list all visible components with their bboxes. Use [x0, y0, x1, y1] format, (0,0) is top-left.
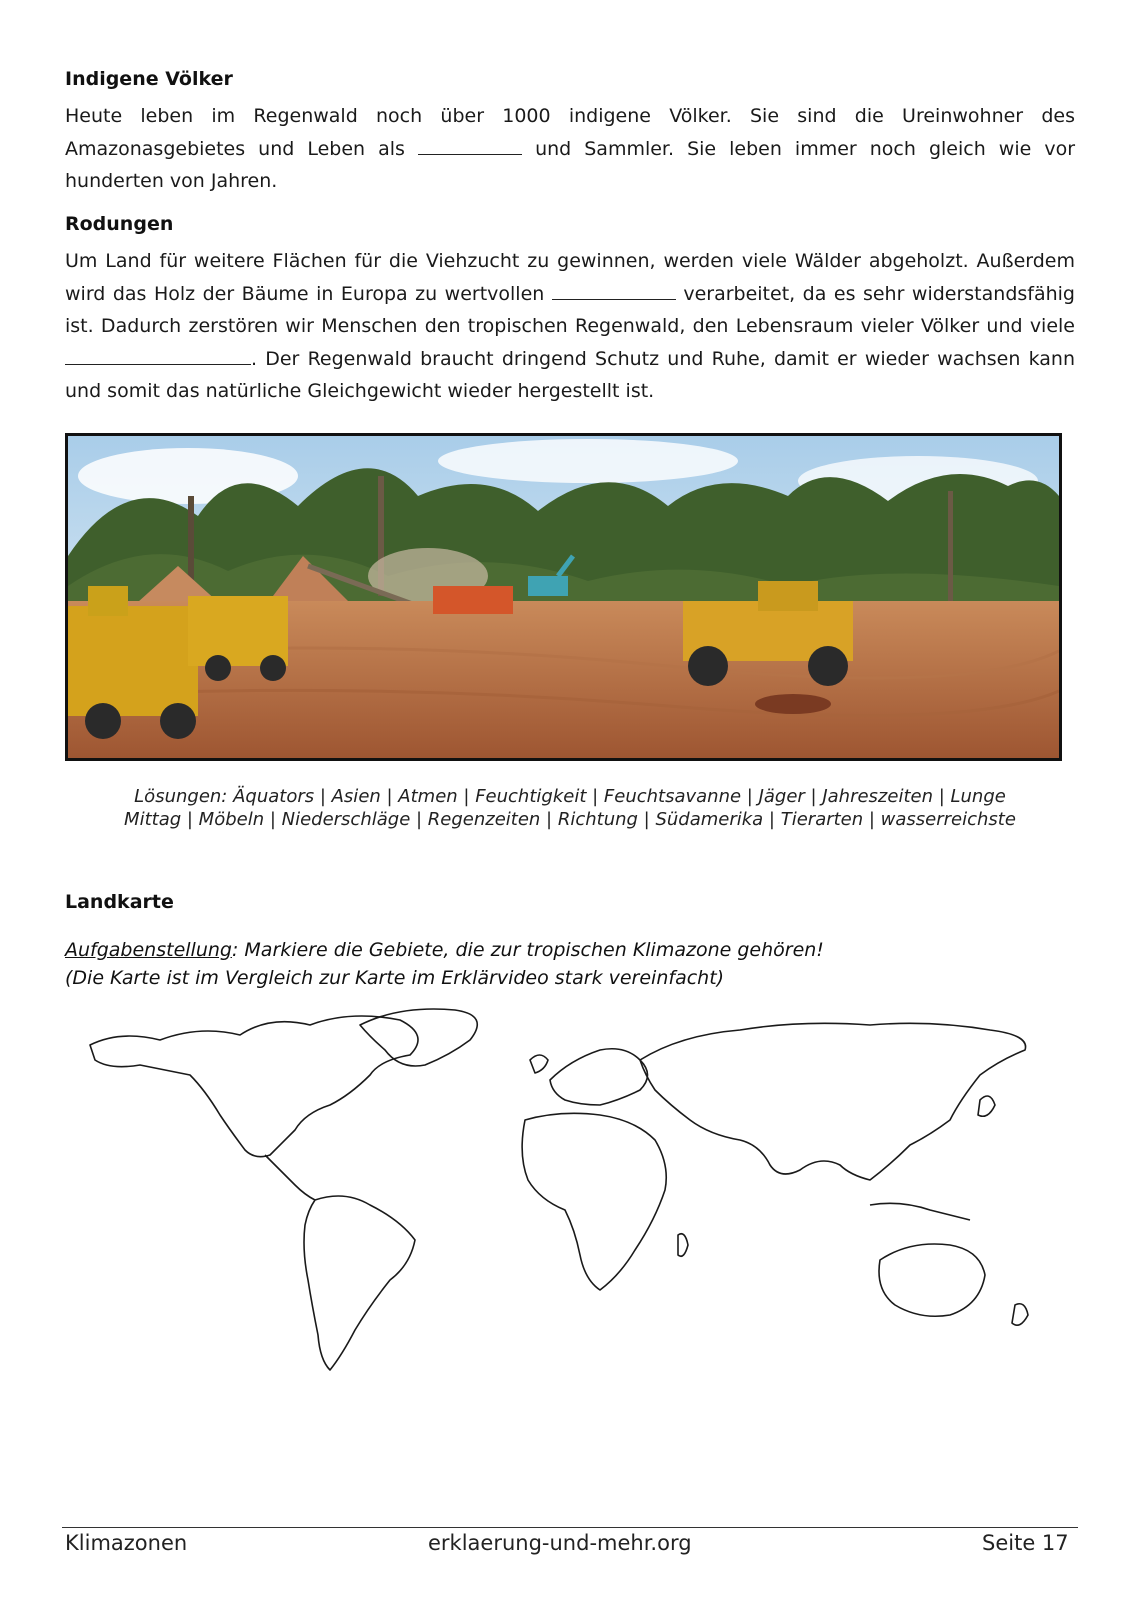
- indigenous-text-part-2: und Sammler. Sie leben immer noch gleich wie vor hunderten von Jahren.: [65, 137, 1076, 192]
- north-america-outline: [90, 1016, 418, 1157]
- task-instructions: [65, 936, 824, 992]
- central-america-outline: [265, 1155, 315, 1200]
- new-zealand-outline: [1012, 1304, 1028, 1325]
- solutions-line-1: Lösungen: Äquators | Asien | Atmen | Feuchtigkeit | Feuchtsavanne | Jäger | Jahreszeiten | Lunge: [134, 786, 1006, 807]
- blank-hunters[interactable]: [418, 136, 522, 155]
- task-note: (Die Karte ist im Vergleich zur Karte im Erklärvideo stark vereinfacht): [65, 967, 725, 989]
- greenland-outline: [360, 1009, 477, 1066]
- blank-furniture[interactable]: [552, 281, 676, 300]
- south-america-outline: [304, 1196, 415, 1370]
- solutions-line-2: Mittag | Möbeln | Niederschläge | Regenzeiten | Richtung | Südamerika | Tierarten | wasserreichste: [124, 809, 1016, 830]
- clearing-photo-illustration: [68, 436, 1059, 758]
- uk-outline: [530, 1055, 548, 1073]
- footer-divider: [62, 1527, 1078, 1528]
- indigenous-text-part-1: Heute leben im Regenwald noch über 1000 indigene Völker. Sie sind die Ureinwohner des Amazonasgebietes und Leben als: [65, 105, 1075, 160]
- paragraph-indigenous-peoples: [65, 100, 1075, 198]
- asia-outline: [640, 1023, 1026, 1180]
- task-text: : Markiere die Gebiete, die zur tropischen Klimazone gehören!: [231, 939, 824, 961]
- blank-animal-species[interactable]: [65, 346, 251, 365]
- australia-outline: [879, 1244, 985, 1316]
- solutions-list: [65, 785, 1075, 831]
- clearing-text-part-3: . Der Regenwald braucht dringend Schutz und Ruhe, damit er wieder wachsen kann und somit das natürliche Gleichgewicht wieder hergestellt ist.: [65, 347, 1075, 402]
- world-map-outline[interactable]: [80, 1005, 1070, 1405]
- heading-clearing: Rodungen: [65, 213, 174, 235]
- footer-page-number: Seite 17: [982, 1531, 1069, 1555]
- clearing-text-part-2: verarbeitet, da es sehr widerstandsfähig ist. Dadurch zerstören wir Menschen den tropischen Regenwald, den Lebensraum vieler Völker und viele: [65, 282, 1075, 337]
- footer-left: Klimazonen: [65, 1531, 188, 1555]
- heading-map: Landkarte: [65, 891, 174, 913]
- task-label: Aufgabenstellung: [65, 939, 232, 961]
- footer-center: erklaerung-und-mehr.org: [428, 1531, 692, 1555]
- madagascar-outline: [678, 1234, 688, 1257]
- africa-outline: [522, 1113, 666, 1290]
- heading-indigenous-peoples: Indigene Völker: [65, 68, 233, 90]
- indonesia-outline: [870, 1203, 970, 1220]
- clearing-photo: [65, 433, 1062, 761]
- japan-outline: [978, 1096, 995, 1116]
- clearing-text-part-1: Um Land für weitere Flächen für die Viehzucht zu gewinnen, werden viele Wälder abgeholzt. Außerdem wird das Holz der Bäume in Europa zu wertvollen: [65, 250, 1075, 305]
- europe-outline: [550, 1049, 648, 1105]
- paragraph-clearing: [65, 245, 1075, 408]
